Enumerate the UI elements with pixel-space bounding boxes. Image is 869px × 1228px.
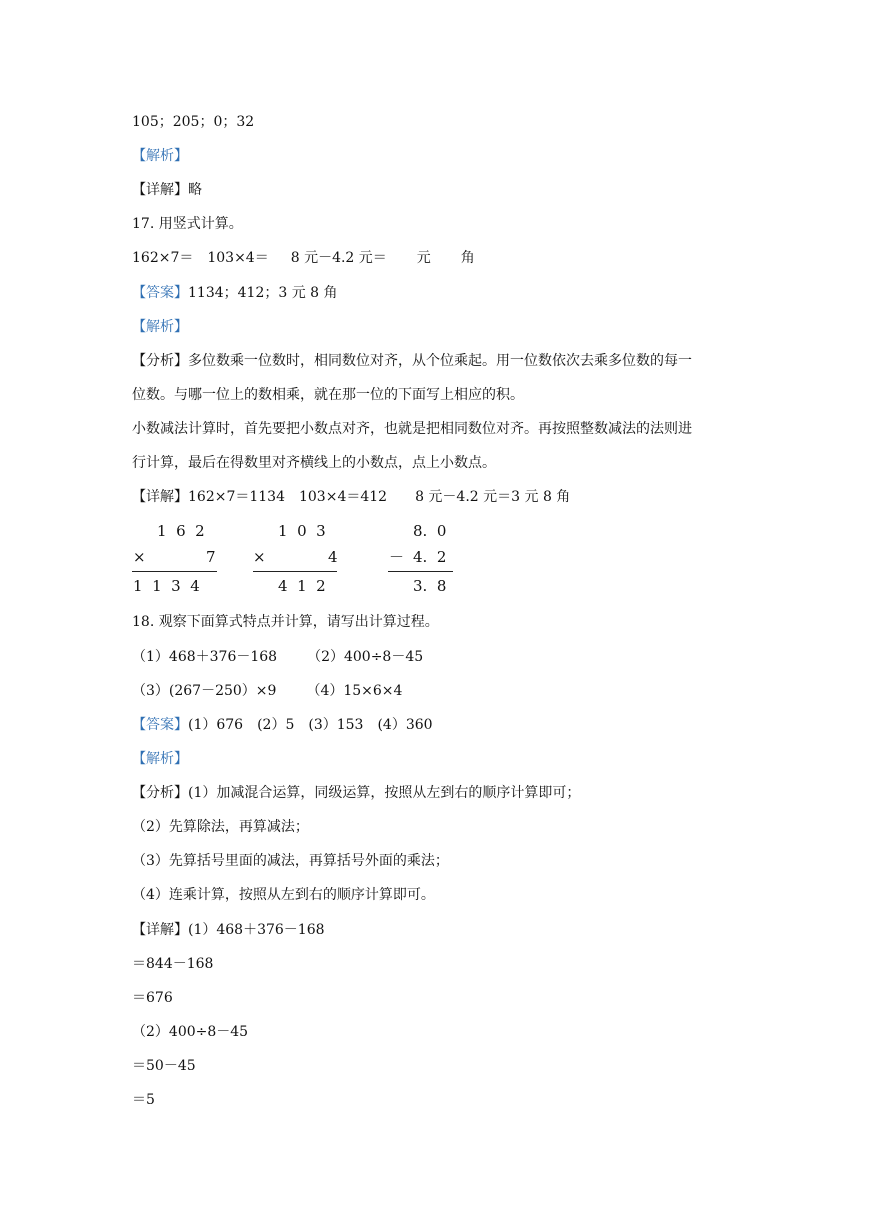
calc3-result: 3. 8 bbox=[413, 577, 447, 595]
calc2-row2: 4 bbox=[328, 548, 338, 566]
detail-18-6: ＝5 bbox=[132, 1092, 155, 1108]
calc1-row1: 1 6 2 bbox=[157, 522, 205, 540]
question-18-row2 bbox=[132, 681, 402, 701]
question-18-title: 18. 观察下面算式特点并计算，请写出计算过程。 bbox=[132, 614, 439, 630]
detail-18-5: ＝50－45 bbox=[132, 1058, 196, 1074]
analysis-17-p2a: 小数减法计算时，首先要把小数点对齐，也就是把相同数位对齐。再按照整数减法的法则进 bbox=[132, 421, 692, 437]
detail-line-16 bbox=[132, 180, 202, 200]
calc1-row2: 7 bbox=[206, 548, 216, 566]
calc1-operator: × bbox=[133, 548, 146, 566]
answer-17 bbox=[132, 283, 338, 303]
calc3-row2: 4. 2 bbox=[413, 548, 447, 566]
expr-4: （4）15×6×4 bbox=[306, 683, 403, 699]
detail-tag: 【详解】 bbox=[132, 182, 188, 198]
calc2-operator: × bbox=[253, 548, 266, 566]
detail-18-4: （2）400÷8－45 bbox=[132, 1024, 249, 1040]
question-18-row1 bbox=[132, 647, 423, 667]
expr-b: 103×4＝ bbox=[207, 250, 269, 266]
analysis-17-p1b: 位数。与哪一位上的数相乘，就在那一位的下面写上相应的积。 bbox=[132, 387, 524, 403]
analysis-18-1 bbox=[132, 783, 580, 803]
expr-3: （3）(267－250）×9 bbox=[132, 683, 277, 699]
detail-18-3: ＝676 bbox=[132, 990, 173, 1006]
analysis-18-2: （2）先算除法，再算减法； bbox=[132, 819, 309, 835]
analysis-18-3: （3）先算括号里面的减法，再算括号外面的乘法； bbox=[132, 853, 449, 869]
analysis-heading-17: 【解析】 bbox=[132, 319, 188, 335]
analysis-17-p2b: 行计算，最后在得数里对齐横线上的小数点，点上小数点。 bbox=[132, 455, 496, 471]
expr-1: （1）468＋376－168 bbox=[132, 649, 278, 665]
answer-line-16: 105；205；0；32 bbox=[132, 114, 255, 130]
calc2-row1: 1 0 3 bbox=[278, 522, 326, 540]
expr-a: 162×7＝ bbox=[132, 250, 194, 266]
unit-jiao: 角 bbox=[460, 250, 475, 266]
detail-tag: 【详解】 bbox=[132, 489, 188, 505]
calc2-rule bbox=[253, 571, 337, 572]
calc3-row1: 8. 0 bbox=[413, 522, 447, 540]
question-17-title: 17. 用竖式计算。 bbox=[132, 216, 243, 232]
detail-18-2: ＝844－168 bbox=[132, 956, 214, 972]
unit-yuan: 元 bbox=[416, 250, 431, 266]
answer-text: (1）676 (2）5 (3）153 (4）360 bbox=[188, 717, 433, 733]
answer-18 bbox=[132, 715, 433, 735]
answer-tag: 【答案】 bbox=[132, 285, 188, 301]
expr-2: （2）400÷8－45 bbox=[307, 649, 424, 665]
expr-c: 8 元－4.2 元＝ bbox=[290, 250, 387, 266]
calc3-operator: － bbox=[389, 548, 405, 566]
detail-18-1 bbox=[132, 920, 325, 940]
answer-tag: 【答案】 bbox=[132, 717, 188, 733]
detail-tag: 【详解】 bbox=[132, 922, 188, 938]
answer-text: 1134；412；3 元 8 角 bbox=[188, 285, 338, 301]
calc3-rule bbox=[388, 571, 453, 572]
detail-17 bbox=[132, 487, 570, 507]
detail-text: (1）468＋376－168 bbox=[188, 922, 325, 938]
detail-text: 162×7＝1134 103×4＝412 8 元－4.2 元＝3 元 8 角 bbox=[188, 489, 571, 505]
analysis-heading-18: 【解析】 bbox=[132, 751, 188, 767]
analysis-18-4: （4）连乘计算，按照从左到右的顺序计算即可。 bbox=[132, 887, 435, 903]
analysis-text: (1）加减混合运算，同级运算，按照从左到右的顺序计算即可； bbox=[188, 785, 581, 801]
analysis-17-p1a bbox=[132, 351, 692, 371]
calc1-rule bbox=[132, 571, 217, 572]
calc1-result: 1 1 3 4 bbox=[133, 577, 200, 595]
analysis-tag: 【分析】 bbox=[132, 353, 188, 369]
analysis-text: 多位数乘一位数时，相同数位对齐，从个位乘起。用一位数依次去乘多位数的每一 bbox=[188, 353, 692, 369]
analysis-tag: 【分析】 bbox=[132, 785, 188, 801]
question-17-expressions bbox=[132, 248, 475, 268]
calc2-result: 4 1 2 bbox=[278, 577, 326, 595]
analysis-heading-16: 【解析】 bbox=[132, 148, 188, 164]
detail-text: 略 bbox=[188, 182, 202, 198]
